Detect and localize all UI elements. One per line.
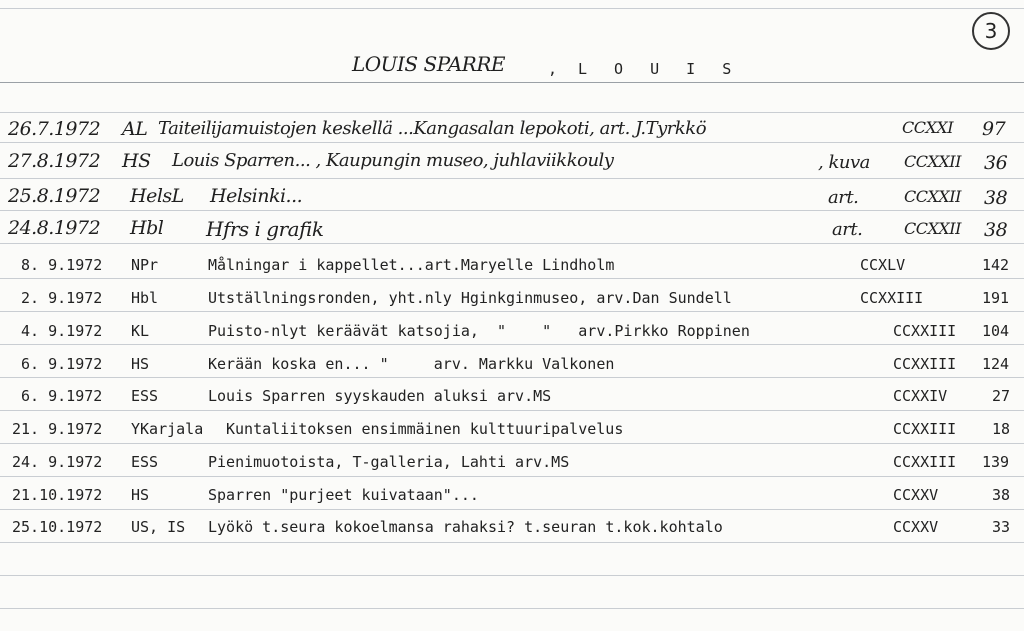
row-roman: CCXXV <box>893 518 939 536</box>
row-roman: CCXXIII <box>860 289 924 307</box>
row-date: 6. 9.1972 <box>12 355 103 373</box>
row-text: Louis Sparren syyskauden aluksi arv.MS <box>208 387 552 405</box>
row-date: 2. 9.1972 <box>12 289 103 307</box>
row-text: Taiteilijamuistojen keskellä ...Kangasalan lepokoti, art. J.Tyrkkö <box>158 118 707 139</box>
row-source: YKarjala <box>131 420 204 438</box>
row-source: Hbl <box>130 217 164 239</box>
card-rule <box>0 443 1024 444</box>
row-page: 36 <box>984 152 1008 174</box>
row-text: Pienimuotoista, T-galleria, Lahti arv.MS <box>208 453 570 471</box>
row-source: ESS <box>131 387 159 405</box>
row-source: AL <box>122 118 148 140</box>
row-roman: CCXXIII <box>893 420 957 438</box>
row-source: HS <box>122 150 151 172</box>
row-text: Louis Sparren... , Kaupungin museo, juhlaviikkouly <box>172 150 614 171</box>
row-extra: , kuva <box>818 152 870 173</box>
row-text: Kerään koska en... " arv. Markku Valkonen <box>208 355 615 373</box>
row-page: 33 <box>992 518 1011 536</box>
row-extra: art. <box>828 187 859 208</box>
card-rule <box>0 142 1024 143</box>
row-source: HS <box>131 355 150 373</box>
row-page: 142 <box>982 256 1010 274</box>
row-page: 38 <box>984 187 1008 209</box>
row-roman: CCXXII <box>904 187 961 206</box>
row-text: Puisto-nlyt keräävät katsojia, " " arv.Pirkko Roppinen <box>208 322 750 340</box>
card-rule <box>0 311 1024 312</box>
row-date: 21.10.1972 <box>12 486 103 504</box>
row-page: 97 <box>982 118 1006 140</box>
row-source: ESS <box>131 453 159 471</box>
row-roman: CCXXV <box>893 486 939 504</box>
row-text: Lyökö t.seura kokoelmansa rahaksi? t.seuran t.kok.kohtalo <box>208 518 723 536</box>
row-page: 124 <box>982 355 1010 373</box>
card-rule <box>0 112 1024 113</box>
row-date: 25.10.1972 <box>12 518 103 536</box>
card-number-badge <box>972 12 1010 50</box>
card-rule <box>0 8 1024 9</box>
row-date: 25.8.1972 <box>8 185 101 207</box>
row-source: Hbl <box>131 289 159 307</box>
card-rule <box>0 608 1024 609</box>
row-page: 38 <box>984 219 1008 241</box>
row-text: Helsinki... <box>210 185 303 207</box>
card-rule <box>0 210 1024 211</box>
header-handwritten-name: LOUIS SPARRE <box>352 52 505 76</box>
row-roman: CCXLV <box>860 256 906 274</box>
row-date: 27.8.1972 <box>8 150 101 172</box>
card-rule <box>0 476 1024 477</box>
row-page: 139 <box>982 453 1010 471</box>
row-page: 104 <box>982 322 1010 340</box>
row-roman: CCXXIII <box>893 355 957 373</box>
card-rule <box>0 82 1024 83</box>
row-text: Målningar i kappellet...art.Maryelle Lindholm <box>208 256 615 274</box>
row-source: KL <box>131 322 150 340</box>
card-rule <box>0 509 1024 510</box>
row-page: 18 <box>992 420 1011 438</box>
row-source: HelsL <box>130 185 184 207</box>
row-roman: CCXXIV <box>893 387 948 405</box>
row-roman: CCXXI <box>902 118 954 137</box>
card-rule <box>0 278 1024 279</box>
row-date: 4. 9.1972 <box>12 322 103 340</box>
row-page: 27 <box>992 387 1011 405</box>
row-page: 38 <box>992 486 1011 504</box>
card-rule <box>0 178 1024 179</box>
header-typed-name: L O U I S <box>578 60 741 78</box>
row-date: 26.7.1972 <box>8 118 101 140</box>
row-text: Hfrs i grafik <box>206 217 324 241</box>
row-source: US, IS <box>131 518 186 536</box>
header-separator: , <box>548 60 558 78</box>
row-date: 24. 9.1972 <box>12 453 103 471</box>
card-rule <box>0 575 1024 576</box>
row-text: Utställningsronden, yht.nly Hginkginmuseo, arv.Dan Sundell <box>208 289 732 307</box>
card-rule <box>0 344 1024 345</box>
row-text: Sparren "purjeet kuivataan"... <box>208 486 479 504</box>
card-rule <box>0 410 1024 411</box>
row-date: 6. 9.1972 <box>12 387 103 405</box>
row-date: 24.8.1972 <box>8 217 101 239</box>
row-roman: CCXXII <box>904 219 961 238</box>
card-number: 3 <box>984 19 998 43</box>
card-rule <box>0 243 1024 244</box>
row-date: 21. 9.1972 <box>12 420 103 438</box>
row-source: HS <box>131 486 150 504</box>
row-source: NPr <box>131 256 159 274</box>
row-roman: CCXXII <box>904 152 961 171</box>
row-text: Kuntaliitoksen ensimmäinen kulttuuripalvelus <box>226 420 624 438</box>
row-extra: art. <box>832 219 863 240</box>
card-rule <box>0 542 1024 543</box>
row-page: 191 <box>982 289 1010 307</box>
card-rule <box>0 377 1024 378</box>
row-date: 8. 9.1972 <box>12 256 103 274</box>
row-roman: CCXXIII <box>893 453 957 471</box>
row-roman: CCXXIII <box>893 322 957 340</box>
